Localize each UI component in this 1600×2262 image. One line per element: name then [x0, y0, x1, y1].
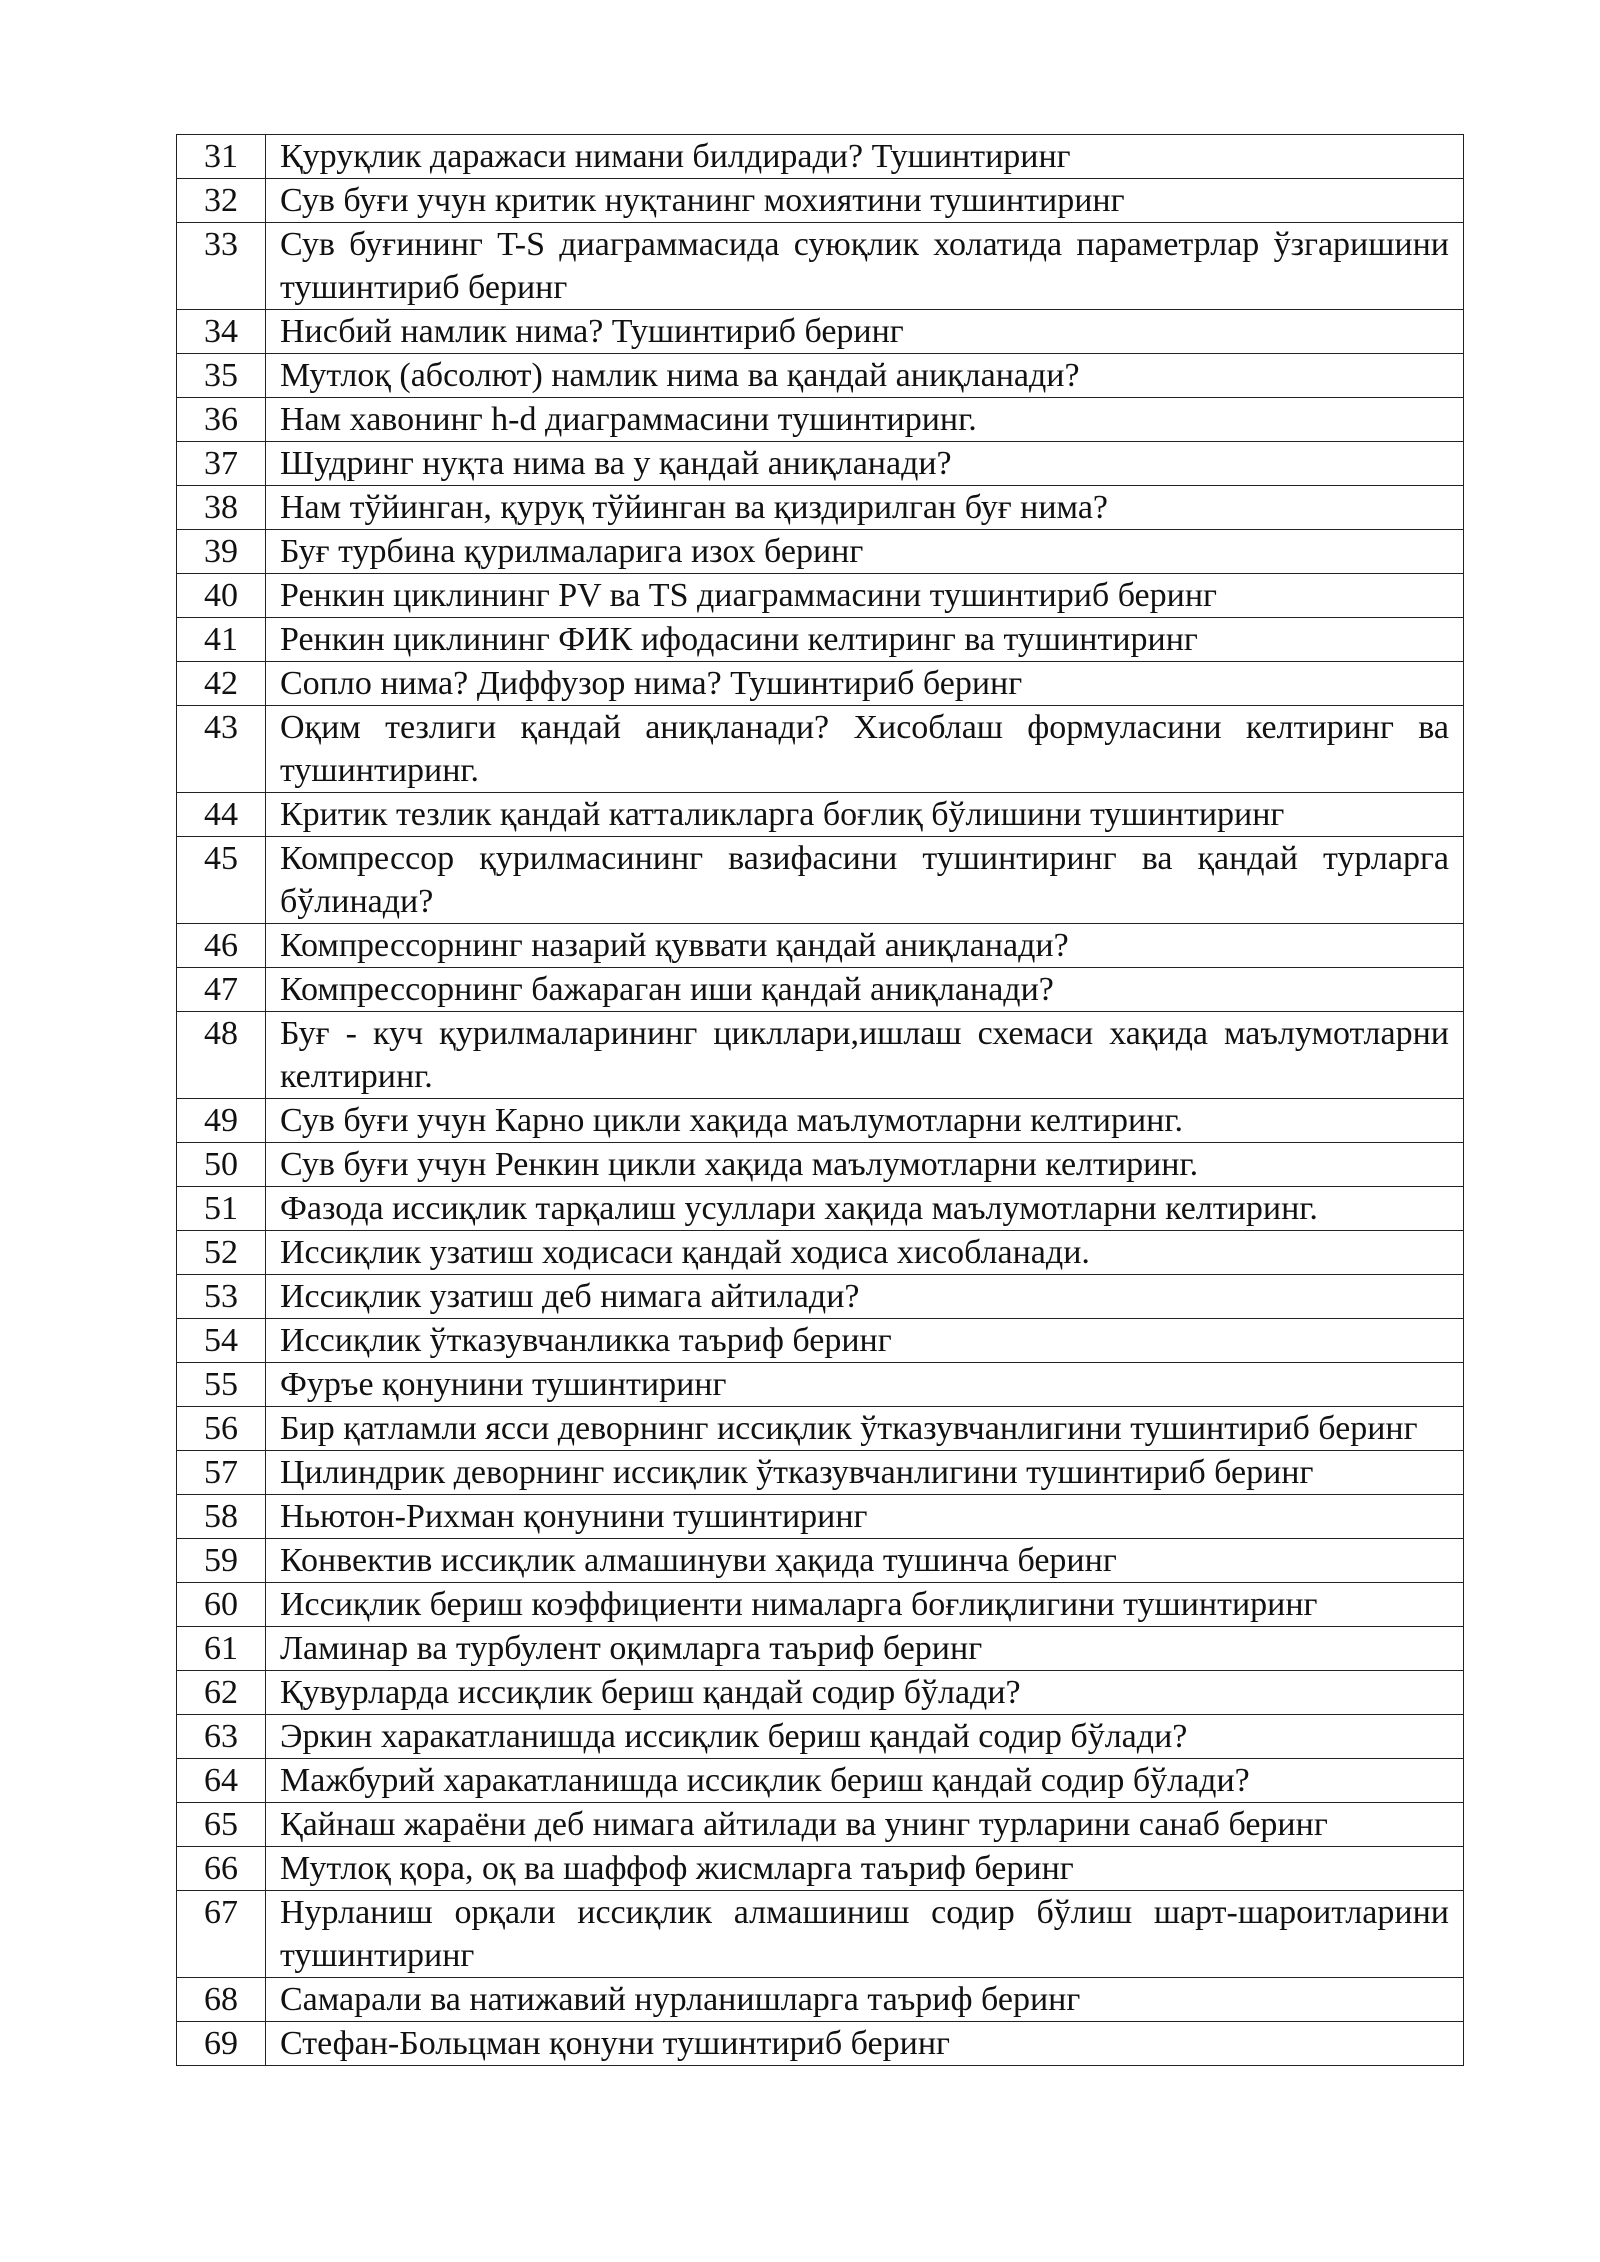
- question-text: Нурланиш орқали иссиқлик алмашиниш содир бўлиш шарт-шароитларини тушинтиринг: [266, 1891, 1464, 1978]
- question-number: 43: [177, 706, 266, 793]
- question-text: Бир қатламли ясси деворнинг иссиқлик ўтказувчанлигини тушинтириб беринг: [266, 1407, 1464, 1451]
- question-number: 39: [177, 530, 266, 574]
- table-row: [177, 1231, 1464, 1275]
- question-number: 56: [177, 1407, 266, 1451]
- table-row: [177, 1012, 1464, 1099]
- question-text: Иссиқлик узатиш деб нимага айтилади?: [266, 1275, 1464, 1319]
- table-row: [177, 1583, 1464, 1627]
- table-row: [177, 793, 1464, 837]
- question-number: 53: [177, 1275, 266, 1319]
- question-number: 34: [177, 310, 266, 354]
- question-text: Қувурларда иссиқлик бериш қандай содир бўлади?: [266, 1671, 1464, 1715]
- table-row: [177, 1495, 1464, 1539]
- question-text: Мутлоқ қора, оқ ва шаффоф жисмларга таъриф беринг: [266, 1847, 1464, 1891]
- question-number: 58: [177, 1495, 266, 1539]
- question-number: 47: [177, 968, 266, 1012]
- table-row: [177, 706, 1464, 793]
- table-row: [177, 179, 1464, 223]
- question-number: 36: [177, 398, 266, 442]
- question-text: Буғ - куч қурилмаларининг цикллари,ишлаш схемаси хақида маълумотларни келтиринг.: [266, 1012, 1464, 1099]
- question-text: Сув буғи учун Ренкин цикли хақида маълумотларни келтиринг.: [266, 1143, 1464, 1187]
- table-row: [177, 618, 1464, 662]
- table-row: [177, 398, 1464, 442]
- table-row: [177, 1847, 1464, 1891]
- table-row: [177, 223, 1464, 310]
- question-text: Буғ турбина қурилмаларига изох беринг: [266, 530, 1464, 574]
- table-row: [177, 1671, 1464, 1715]
- question-number: 48: [177, 1012, 266, 1099]
- table-row: [177, 442, 1464, 486]
- question-number: 51: [177, 1187, 266, 1231]
- question-text: Компрессорнинг назарий қуввати қандай аниқланади?: [266, 924, 1464, 968]
- question-text: Фазода иссиқлик тарқалиш усуллари хақида маълумотларни келтиринг.: [266, 1187, 1464, 1231]
- question-number: 42: [177, 662, 266, 706]
- question-number: 32: [177, 179, 266, 223]
- question-number: 31: [177, 135, 266, 179]
- question-text: Критик тезлик қандай катталикларга боғлиқ бўлишини тушинтиринг: [266, 793, 1464, 837]
- question-number: 66: [177, 1847, 266, 1891]
- question-text: Сув буғи учун Карно цикли хақида маълумотларни келтиринг.: [266, 1099, 1464, 1143]
- question-text: Компрессорнинг бажараган иши қандай аниқланади?: [266, 968, 1464, 1012]
- questions-table: [176, 134, 1464, 2066]
- table-row: [177, 1539, 1464, 1583]
- question-text: Ньютон-Рихман қонунини тушинтиринг: [266, 1495, 1464, 1539]
- question-number: 69: [177, 2022, 266, 2066]
- question-text: Оқим тезлиги қандай аниқланади? Хисоблаш формуласини келтиринг ва тушинтиринг.: [266, 706, 1464, 793]
- question-text: Компрессор қурилмасининг вазифасини тушинтиринг ва қандай турларга бўлинади?: [266, 837, 1464, 924]
- question-number: 52: [177, 1231, 266, 1275]
- question-text: Мутлоқ (абсолют) намлик нима ва қандай аниқланади?: [266, 354, 1464, 398]
- question-text: Нам тўйинган, қуруқ тўйинган ва қиздирилган буғ нима?: [266, 486, 1464, 530]
- question-number: 60: [177, 1583, 266, 1627]
- question-text: Иссиқлик узатиш ходисаси қандай ходиса хисобланади.: [266, 1231, 1464, 1275]
- question-text: Иссиқлик бериш коэффициенти нималарга боғлиқлигини тушинтиринг: [266, 1583, 1464, 1627]
- question-number: 44: [177, 793, 266, 837]
- question-number: 45: [177, 837, 266, 924]
- table-row: [177, 1715, 1464, 1759]
- question-text: Самарали ва натижавий нурланишларга таъриф беринг: [266, 1978, 1464, 2022]
- question-text: Шудринг нуқта нима ва у қандай аниқланади?: [266, 442, 1464, 486]
- table-row: [177, 574, 1464, 618]
- table-row: [177, 1451, 1464, 1495]
- table-row: [177, 924, 1464, 968]
- question-number: 63: [177, 1715, 266, 1759]
- table-row: [177, 1319, 1464, 1363]
- table-row: [177, 837, 1464, 924]
- table-row: [177, 1891, 1464, 1978]
- question-number: 46: [177, 924, 266, 968]
- question-text: Иссиқлик ўтказувчанликка таъриф беринг: [266, 1319, 1464, 1363]
- question-text: Цилиндрик деворнинг иссиқлик ўтказувчанлигини тушинтириб беринг: [266, 1451, 1464, 1495]
- table-row: [177, 1759, 1464, 1803]
- question-number: 57: [177, 1451, 266, 1495]
- question-text: Ренкин циклининг ФИК ифодасини келтиринг ва тушинтиринг: [266, 618, 1464, 662]
- table-row: [177, 2022, 1464, 2066]
- question-text: Нисбий намлик нима? Тушинтириб беринг: [266, 310, 1464, 354]
- question-number: 38: [177, 486, 266, 530]
- question-number: 37: [177, 442, 266, 486]
- question-number: 35: [177, 354, 266, 398]
- table-row: [177, 135, 1464, 179]
- question-text: Ренкин циклининг PV ва TS диаграммасини тушинтириб беринг: [266, 574, 1464, 618]
- table-row: [177, 1627, 1464, 1671]
- table-row: [177, 486, 1464, 530]
- question-number: 59: [177, 1539, 266, 1583]
- question-text: Қуруқлик даражаси нимани билдиради? Тушинтиринг: [266, 135, 1464, 179]
- table-row: [177, 1407, 1464, 1451]
- table-row: [177, 662, 1464, 706]
- table-row: [177, 1978, 1464, 2022]
- question-text: Эркин харакатланишда иссиқлик бериш қандай содир бўлади?: [266, 1715, 1464, 1759]
- question-number: 65: [177, 1803, 266, 1847]
- table-row: [177, 1143, 1464, 1187]
- question-text: Нам хавонинг h-d диаграммасини тушинтиринг.: [266, 398, 1464, 442]
- question-text: Фуръе қонунини тушинтиринг: [266, 1363, 1464, 1407]
- question-number: 55: [177, 1363, 266, 1407]
- question-text: Сув буғининг T-S диаграммасида суюқлик холатида параметрлар ўзгаришини тушинтириб беринг: [266, 223, 1464, 310]
- question-number: 67: [177, 1891, 266, 1978]
- question-number: 68: [177, 1978, 266, 2022]
- question-number: 64: [177, 1759, 266, 1803]
- table-row: [177, 354, 1464, 398]
- question-number: 50: [177, 1143, 266, 1187]
- question-number: 54: [177, 1319, 266, 1363]
- table-row: [177, 1099, 1464, 1143]
- question-text: Қайнаш жараёни деб нимага айтилади ва унинг турларини санаб беринг: [266, 1803, 1464, 1847]
- question-number: 62: [177, 1671, 266, 1715]
- table-row: [177, 1187, 1464, 1231]
- table-row: [177, 530, 1464, 574]
- question-number: 49: [177, 1099, 266, 1143]
- question-text: Стефан-Больцман қонуни тушинтириб беринг: [266, 2022, 1464, 2066]
- table-row: [177, 310, 1464, 354]
- table-row: [177, 1275, 1464, 1319]
- question-number: 33: [177, 223, 266, 310]
- question-text: Конвектив иссиқлик алмашинуви ҳақида тушинча беринг: [266, 1539, 1464, 1583]
- question-text: Сув буғи учун критик нуқтанинг мохиятини тушинтиринг: [266, 179, 1464, 223]
- question-text: Ламинар ва турбулент оқимларга таъриф беринг: [266, 1627, 1464, 1671]
- question-text: Мажбурий харакатланишда иссиқлик бериш қандай содир бўлади?: [266, 1759, 1464, 1803]
- question-number: 40: [177, 574, 266, 618]
- table-row: [177, 1803, 1464, 1847]
- table-row: [177, 1363, 1464, 1407]
- table-row: [177, 968, 1464, 1012]
- question-number: 41: [177, 618, 266, 662]
- questions-table-body: [177, 135, 1464, 2066]
- question-text: Сопло нима? Диффузор нима? Тушинтириб беринг: [266, 662, 1464, 706]
- question-number: 61: [177, 1627, 266, 1671]
